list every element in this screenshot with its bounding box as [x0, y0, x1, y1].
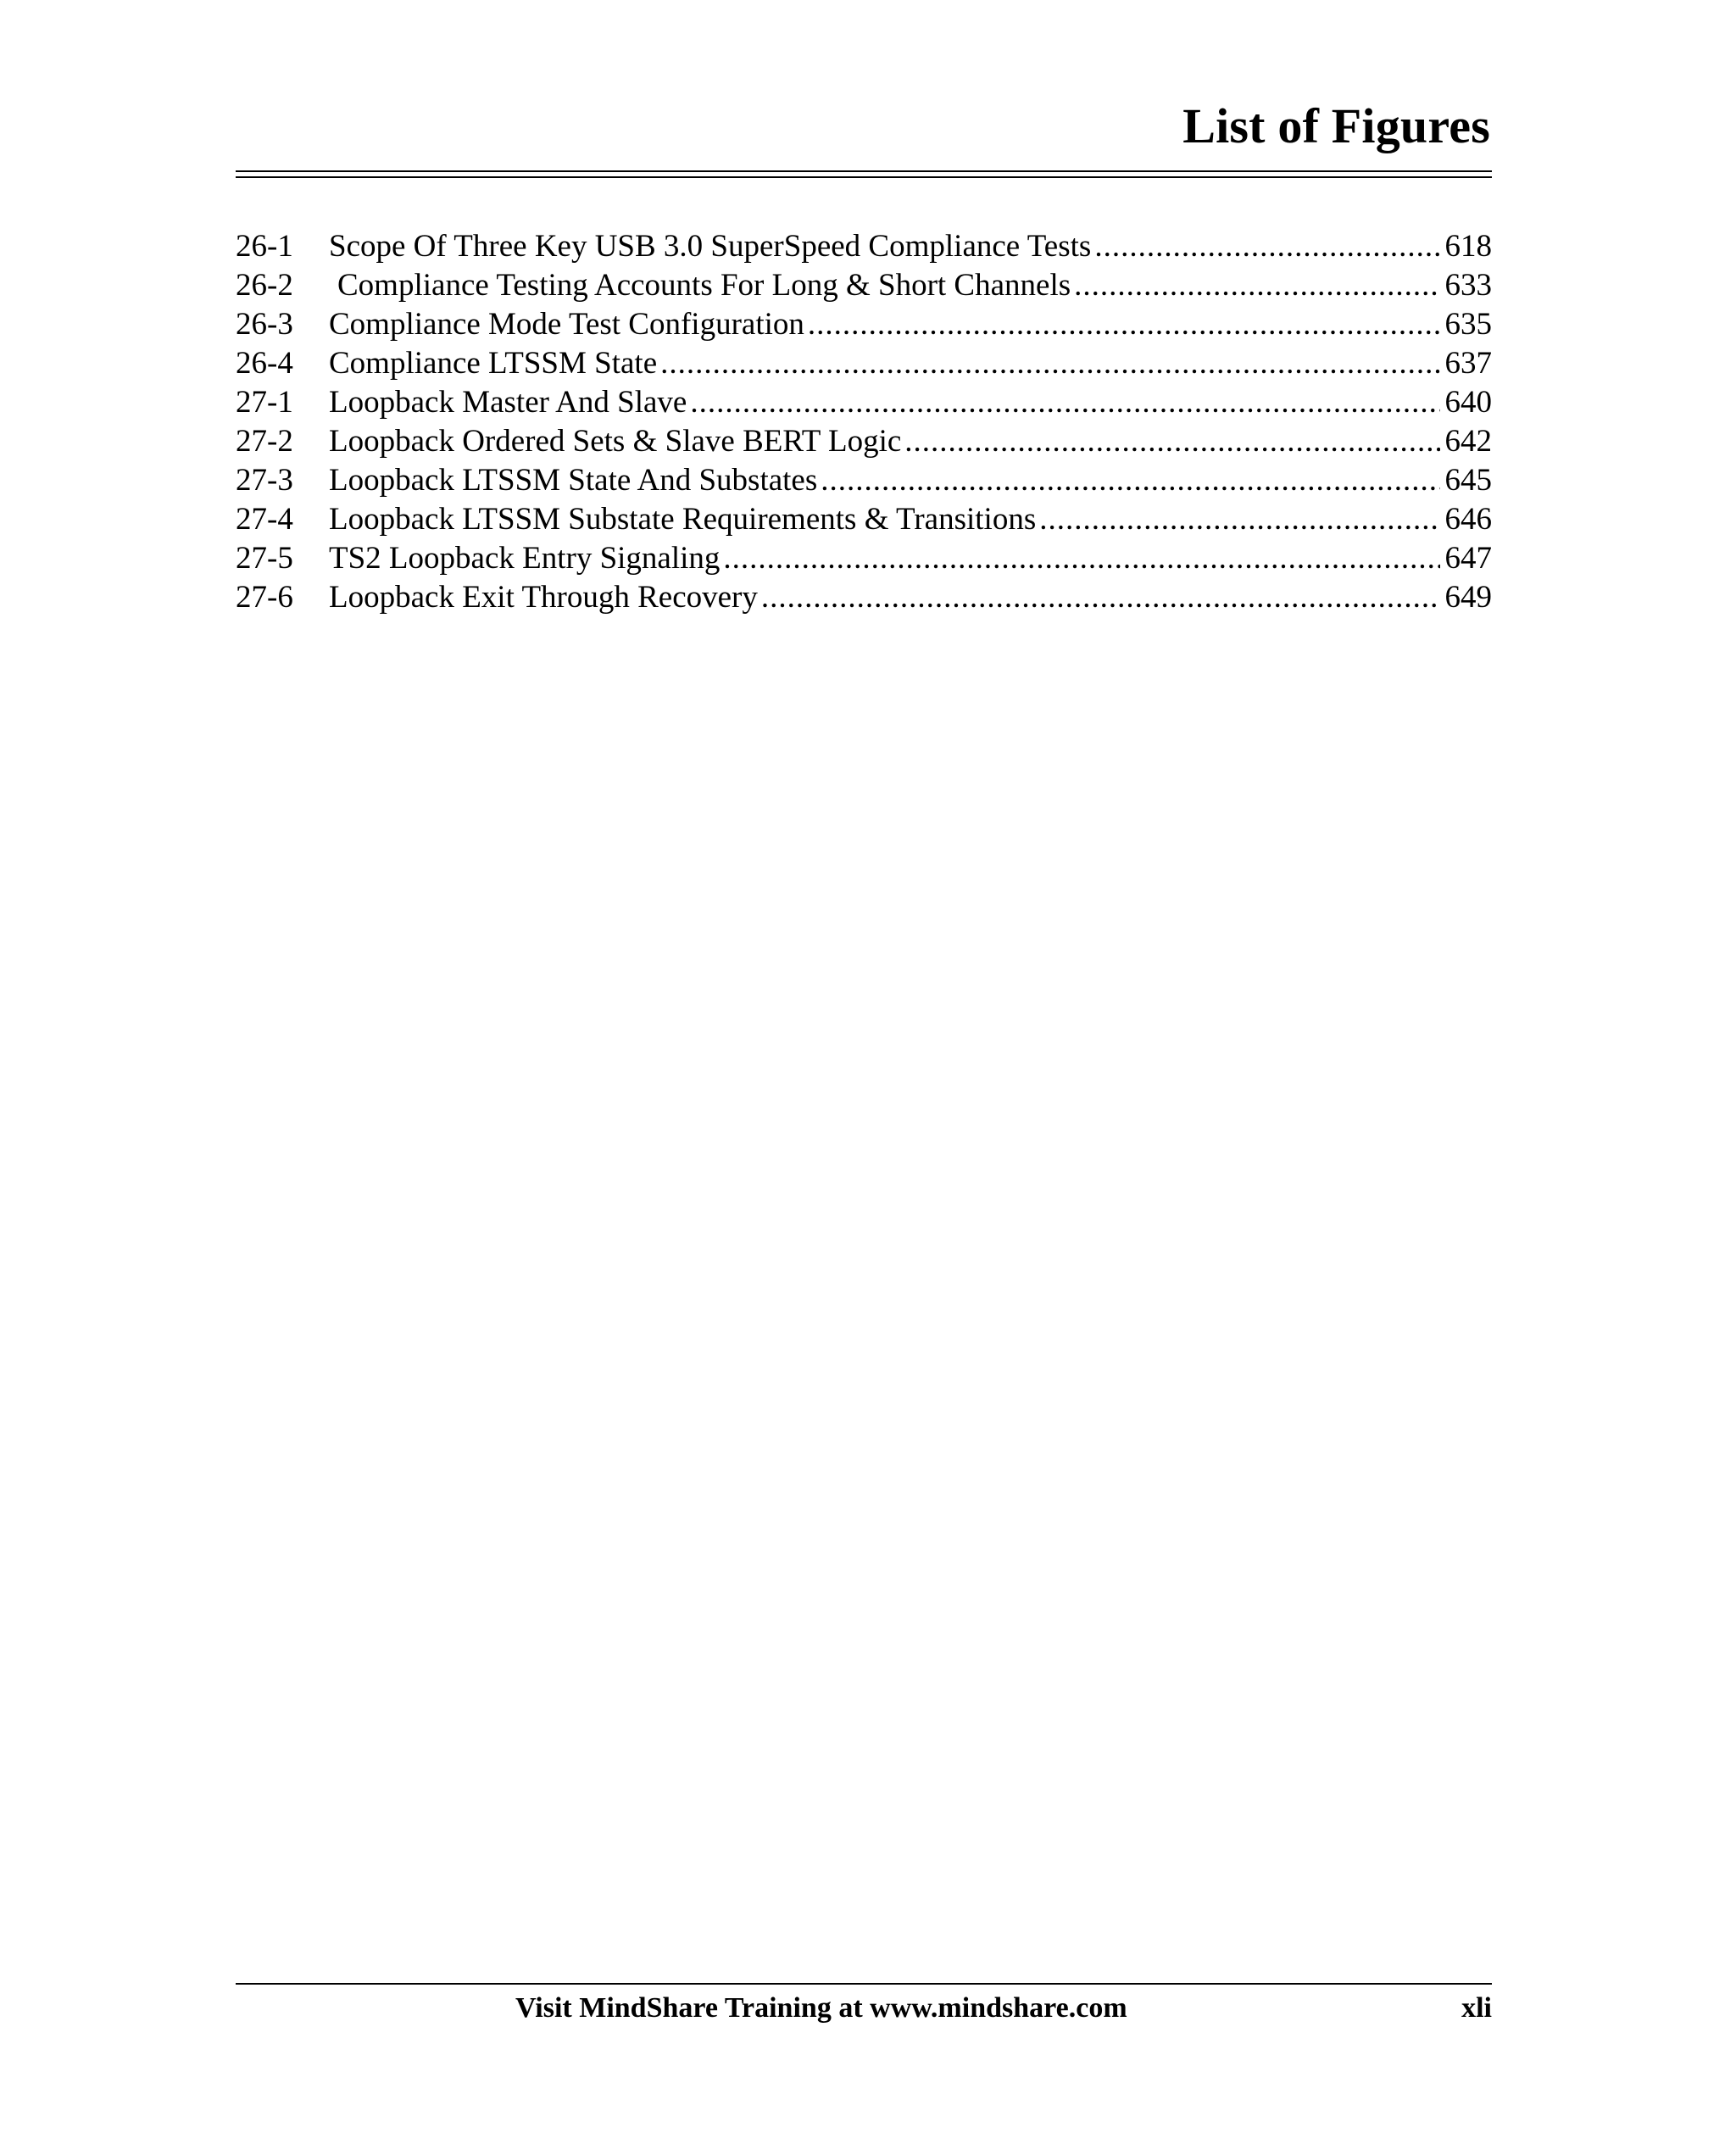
figure-list	[236, 227, 1492, 617]
figure-title: Scope Of Three Key USB 3.0 SuperSpeed Compliance Tests	[329, 229, 1092, 264]
figure-page-number: 635	[1444, 307, 1492, 342]
dot-leader	[1094, 227, 1439, 266]
figure-page-number: 645	[1444, 463, 1492, 498]
figure-number: 27-1	[236, 385, 293, 420]
header-rule-top	[236, 170, 1492, 172]
dot-leader	[690, 383, 1439, 422]
figure-entry[interactable]	[236, 461, 1492, 500]
figure-number: 27-2	[236, 424, 293, 459]
footer-website-text: Visit MindShare Training at www.mindshare.com	[515, 1992, 1127, 2024]
dot-leader	[1074, 266, 1439, 305]
figure-page-number: 618	[1444, 229, 1492, 264]
figure-title: Loopback LTSSM State And Substates	[329, 463, 818, 498]
figure-entry[interactable]	[236, 500, 1492, 539]
figure-title: TS2 Loopback Entry Signaling	[329, 541, 721, 576]
figure-entry[interactable]	[236, 227, 1492, 266]
header-rule-bottom	[236, 176, 1492, 178]
figure-entry[interactable]	[236, 539, 1492, 578]
figure-entry[interactable]	[236, 305, 1492, 344]
figure-entry[interactable]	[236, 383, 1492, 422]
figure-number: 26-1	[236, 229, 293, 264]
figure-title: Loopback Ordered Sets & Slave BERT Logic	[329, 424, 902, 459]
figure-page-number: 637	[1444, 346, 1492, 381]
figure-number: 27-4	[236, 502, 293, 537]
figure-title: Compliance LTSSM State	[329, 346, 658, 381]
figure-number: 26-4	[236, 346, 293, 381]
figure-title: Loopback Master And Slave	[329, 385, 687, 420]
figure-title: Loopback Exit Through Recovery	[329, 580, 758, 615]
dot-leader	[761, 578, 1440, 617]
figure-page-number: 647	[1444, 541, 1492, 576]
figure-number: 27-6	[236, 580, 293, 615]
figure-number: 26-3	[236, 307, 293, 342]
page-footer	[236, 1987, 1492, 2030]
dot-leader	[904, 422, 1439, 461]
figure-number: 27-5	[236, 541, 293, 576]
page-title: List of Figures	[1182, 98, 1490, 153]
figure-title: Loopback LTSSM Substate Requirements & Transitions	[329, 502, 1037, 537]
figure-page-number: 646	[1444, 502, 1492, 537]
figure-page-number: 640	[1444, 385, 1492, 420]
figure-page-number: 642	[1444, 424, 1492, 459]
figure-entry[interactable]	[236, 344, 1492, 383]
footer-page-number: xli	[1461, 1992, 1492, 2024]
figure-page-number: 633	[1444, 268, 1492, 303]
figure-entry[interactable]	[236, 422, 1492, 461]
figure-title: Compliance Testing Accounts For Long & Short Channels	[337, 268, 1071, 303]
figure-entry[interactable]	[236, 578, 1492, 617]
figure-page-number: 649	[1444, 580, 1492, 615]
figure-number: 27-3	[236, 463, 293, 498]
dot-leader	[660, 344, 1439, 383]
figure-number: 26-2	[236, 268, 293, 303]
figure-title: Compliance Mode Test Configuration	[329, 307, 804, 342]
dot-leader	[821, 461, 1439, 500]
dot-leader	[808, 305, 1440, 344]
footer-rule	[236, 1983, 1492, 1985]
figure-entry[interactable]	[236, 266, 1492, 305]
dot-leader	[1039, 500, 1439, 539]
dot-leader	[723, 539, 1439, 578]
